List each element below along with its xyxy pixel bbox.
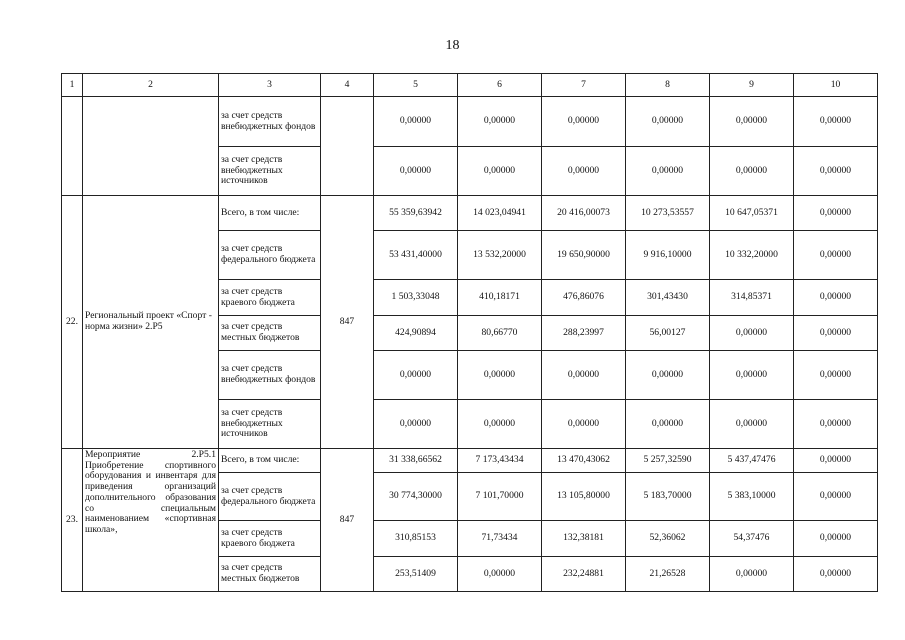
index-cell <box>62 97 83 196</box>
value-cell: 9 916,10000 <box>626 231 710 280</box>
value-cell: 0,00000 <box>542 97 626 147</box>
index-cell: 23. <box>62 449 83 592</box>
value-cell: 0,00000 <box>626 400 710 449</box>
source-cell: за счет средств местных бюджетов <box>219 316 321 351</box>
value-cell: 0,00000 <box>794 449 878 473</box>
value-cell: 5 383,10000 <box>710 473 794 521</box>
header-row <box>62 74 878 97</box>
value-cell: 0,00000 <box>710 97 794 147</box>
header-cell: 4 <box>321 74 374 97</box>
value-cell: 0,00000 <box>458 557 542 592</box>
value-cell: 19 650,90000 <box>542 231 626 280</box>
value-cell: 31 338,66562 <box>374 449 458 473</box>
source-cell: Всего, в том числе: <box>219 449 321 473</box>
value-cell: 53 431,40000 <box>374 231 458 280</box>
table-row <box>62 196 878 231</box>
value-cell: 10 332,20000 <box>710 231 794 280</box>
table-row <box>62 449 878 473</box>
value-cell: 0,00000 <box>458 97 542 147</box>
value-cell: 0,00000 <box>626 97 710 147</box>
value-cell: 232,24881 <box>542 557 626 592</box>
value-cell: 0,00000 <box>794 280 878 316</box>
budget-table <box>61 73 878 592</box>
header-cell: 5 <box>374 74 458 97</box>
value-cell: 14 023,04941 <box>458 196 542 231</box>
source-cell: за счет средств внебюджетных источников <box>219 147 321 196</box>
header-cell: 3 <box>219 74 321 97</box>
value-cell: 80,66770 <box>458 316 542 351</box>
code-cell <box>321 97 374 196</box>
source-cell: за счет средств местных бюджетов <box>219 557 321 592</box>
code-cell: 847 <box>321 196 374 449</box>
source-cell: за счет средств внебюджетных источников <box>219 400 321 449</box>
value-cell: 0,00000 <box>710 147 794 196</box>
value-cell: 55 359,63942 <box>374 196 458 231</box>
value-cell: 0,00000 <box>542 400 626 449</box>
value-cell: 0,00000 <box>794 521 878 557</box>
value-cell: 0,00000 <box>458 147 542 196</box>
name-cell <box>83 97 219 196</box>
page-number: 18 <box>445 38 460 53</box>
value-cell: 5 437,47476 <box>710 449 794 473</box>
value-cell: 54,37476 <box>710 521 794 557</box>
value-cell: 13 470,43062 <box>542 449 626 473</box>
value-cell: 0,00000 <box>710 400 794 449</box>
value-cell: 0,00000 <box>458 400 542 449</box>
value-cell: 0,00000 <box>374 400 458 449</box>
header-cell: 6 <box>458 74 542 97</box>
value-cell: 0,00000 <box>542 147 626 196</box>
value-cell: 71,73434 <box>458 521 542 557</box>
value-cell: 0,00000 <box>794 147 878 196</box>
value-cell: 20 416,00073 <box>542 196 626 231</box>
header-cell: 7 <box>542 74 626 97</box>
value-cell: 301,43430 <box>626 280 710 316</box>
value-cell: 0,00000 <box>374 147 458 196</box>
value-cell: 30 774,30000 <box>374 473 458 521</box>
source-cell: за счет средств федерального бюджета <box>219 473 321 521</box>
header-cell: 1 <box>62 74 83 97</box>
source-cell: за счет средств внебюджетных фондов <box>219 351 321 400</box>
value-cell: 0,00000 <box>794 473 878 521</box>
value-cell: 52,36062 <box>626 521 710 557</box>
value-cell: 476,86076 <box>542 280 626 316</box>
value-cell: 0,00000 <box>710 316 794 351</box>
value-cell: 0,00000 <box>374 351 458 400</box>
value-cell: 5 257,32590 <box>626 449 710 473</box>
value-cell: 13 105,80000 <box>542 473 626 521</box>
name-cell: Региональный проект «Спорт - норма жизни» 2.P5 <box>83 196 219 449</box>
index-cell: 22. <box>62 196 83 449</box>
value-cell: 132,38181 <box>542 521 626 557</box>
table-row <box>62 97 878 147</box>
value-cell: 0,00000 <box>542 351 626 400</box>
value-cell: 288,23997 <box>542 316 626 351</box>
header-cell: 8 <box>626 74 710 97</box>
value-cell: 56,00127 <box>626 316 710 351</box>
value-cell: 410,18171 <box>458 280 542 316</box>
value-cell: 0,00000 <box>374 97 458 147</box>
value-cell: 0,00000 <box>794 557 878 592</box>
value-cell: 310,85153 <box>374 521 458 557</box>
value-cell: 314,85371 <box>710 280 794 316</box>
value-cell: 253,51409 <box>374 557 458 592</box>
code-cell: 847 <box>321 449 374 592</box>
value-cell: 10 273,53557 <box>626 196 710 231</box>
value-cell: 21,26528 <box>626 557 710 592</box>
value-cell: 0,00000 <box>710 351 794 400</box>
source-cell: Всего, в том числе: <box>219 196 321 231</box>
header-cell: 9 <box>710 74 794 97</box>
value-cell: 7 101,70000 <box>458 473 542 521</box>
value-cell: 0,00000 <box>458 351 542 400</box>
value-cell: 0,00000 <box>794 400 878 449</box>
value-cell: 5 183,70000 <box>626 473 710 521</box>
value-cell: 13 532,20000 <box>458 231 542 280</box>
value-cell: 0,00000 <box>626 147 710 196</box>
header-cell: 2 <box>83 74 219 97</box>
source-cell: за счет средств внебюджетных фондов <box>219 97 321 147</box>
value-cell: 0,00000 <box>794 196 878 231</box>
source-cell: за счет средств федерального бюджета <box>219 231 321 280</box>
value-cell: 0,00000 <box>794 231 878 280</box>
value-cell: 7 173,43434 <box>458 449 542 473</box>
value-cell: 1 503,33048 <box>374 280 458 316</box>
value-cell: 0,00000 <box>710 557 794 592</box>
value-cell: 424,90894 <box>374 316 458 351</box>
value-cell: 10 647,05371 <box>710 196 794 231</box>
value-cell: 0,00000 <box>794 351 878 400</box>
value-cell: 0,00000 <box>794 316 878 351</box>
value-cell: 0,00000 <box>794 97 878 147</box>
name-cell: Мероприятие 2.P5.1 Приобретение спортивного оборудования и инвентаря для приведения организаций дополнительного образования со специальным наименованием «спортивная школа», <box>83 449 219 592</box>
header-cell: 10 <box>794 74 878 97</box>
source-cell: за счет средств краевого бюджета <box>219 521 321 557</box>
source-cell: за счет средств краевого бюджета <box>219 280 321 316</box>
value-cell: 0,00000 <box>626 351 710 400</box>
